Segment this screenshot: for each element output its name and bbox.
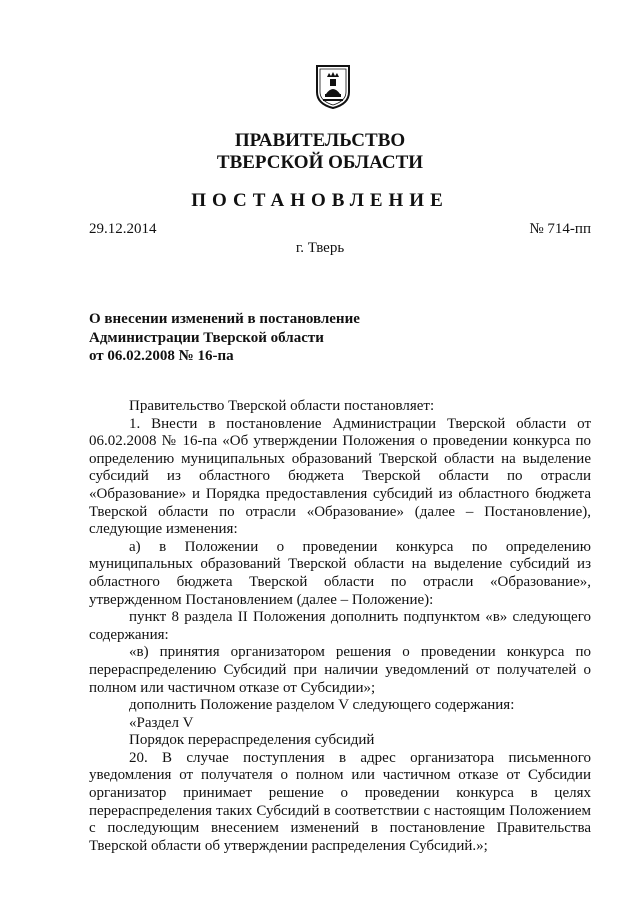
decree-city: г. Тверь — [295, 240, 345, 256]
body-paragraph: а) в Положении о проведении конкурса по определению муниципальных образований Тверской области на выделение субсидий из областного бюджета Тверской области по отрасли «Образование», утвержденном Постановлением (далее – Положение): — [89, 538, 591, 608]
subject-line: Администрации Тверской области — [89, 329, 324, 346]
decree-subject — [89, 310, 489, 366]
body-paragraph: 20. В случае поступления в адрес организатора письменного уведомления от получателя о полном или частичном отказе от Субсидии организатор принимает решение о проведении конкурса в целях перераспределения таких Субсидий в соответствии с настоящим Положением с последующим внесением изменений в постановление Правительства Тверской области об утверждении распределения Субсидий.»; — [89, 749, 591, 854]
body-paragraph: Порядок перераспределения субсидий — [129, 732, 375, 749]
body-paragraph: дополнить Положение разделом V следующего содержания: — [129, 697, 515, 714]
body-paragraph: «Раздел V — [129, 714, 194, 731]
government-title-line2: ТВЕРСКОЙ ОБЛАСТИ — [216, 152, 424, 173]
body-paragraph: пункт 8 раздела II Положения дополнить подпунктом «в» следующего содержания: — [89, 609, 591, 643]
decree-body — [89, 398, 591, 855]
decree-number: № 714-пп — [529, 221, 591, 237]
subject-line: О внесении изменений в постановление — [89, 311, 360, 327]
subject-line: от 06.02.2008 № 16-па — [89, 348, 234, 364]
government-title-line1: ПРАВИТЕЛЬСТВО — [234, 130, 406, 151]
decree-date: 29.12.2014 — [89, 221, 157, 237]
body-paragraph: Правительство Тверской области постановляет: — [129, 398, 435, 414]
coat-of-arms-icon — [315, 64, 351, 110]
body-paragraph: «в) принятия организатором решения о проведении конкурса по перераспределению Субсидий при наличии уведомлений от получателей о полном или частичном отказе от Субсидии»; — [89, 644, 591, 696]
decree-heading: ПОСТАНОВЛЕНИЕ — [191, 190, 449, 211]
body-paragraph: 1. Внести в постановление Администрации Тверской области от 06.02.2008 № 16-па «Об утверждении Положения о проведении конкурса по определению муниципальных образований Тверской области на выделение субсидий из областного бюджета Тверской области по отрасли «Образование» и Порядка предоставления субсидий из областного бюджета Тверской области по отрасли «Образование» (далее – Постановление), следующие изменения: — [89, 415, 591, 538]
